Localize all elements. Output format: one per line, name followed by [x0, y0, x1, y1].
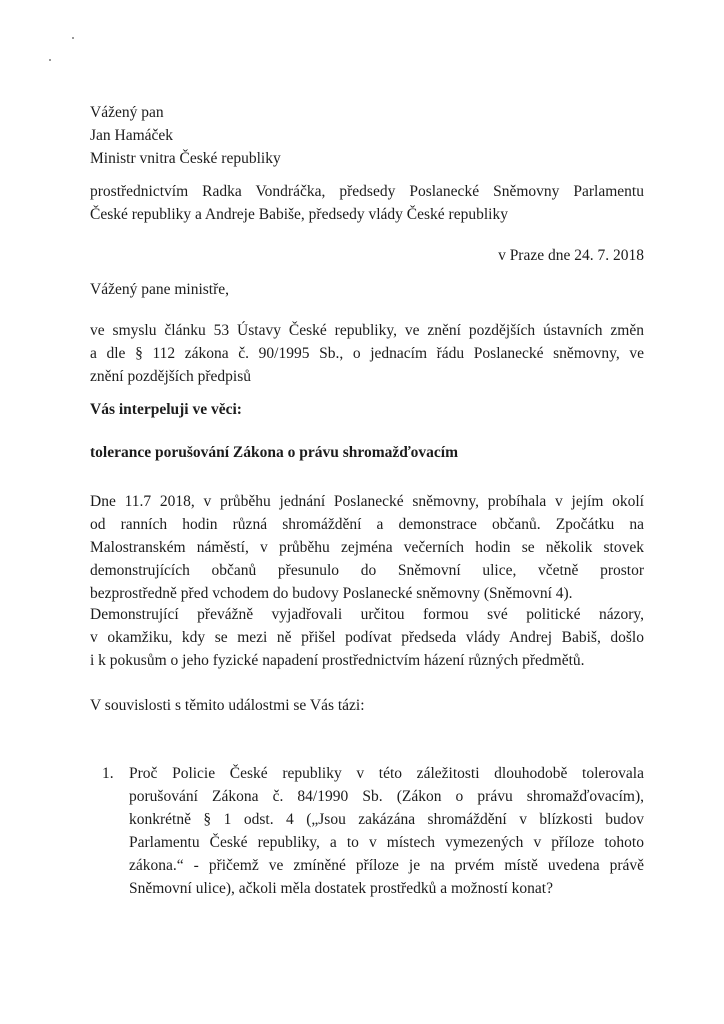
- legal-basis-line: znění pozdějších předpisů: [90, 368, 251, 385]
- question-line: Sněmovní ulice), ačkoli měla dostatek prostředků a možností konat?: [129, 880, 553, 897]
- paragraph-line: demonstrujících občanů přesunulo do Sněmovní ulice, včetně prostor: [90, 562, 644, 579]
- place-date: v Praze dne 24. 7. 2018: [498, 247, 644, 264]
- addressee-block: [90, 101, 644, 170]
- legal-basis-line: a dle § 112 zákona č. 90/1995 Sb., o jednacím řádu Poslanecké sněmovny, ve: [90, 345, 644, 362]
- question-intro: V souvislosti s těmito událostmi se Vás tázi:: [90, 697, 365, 714]
- paragraph-line: bezprostředně před vchodem do budovy Poslanecké sněmovny (Sněmovní 4).: [90, 585, 573, 602]
- paragraph-demonstrators: [90, 603, 644, 672]
- paragraph-line: Dne 11.7 2018, v průběhu jednání Poslanecké sněmovny, probíhala v jejím okolí: [90, 493, 644, 510]
- paragraph-line: Malostranském náměstí, v průběhu zejména večerních hodin se několik stovek: [90, 539, 644, 556]
- question-line: porušování Zákona č. 84/1990 Sb. (Zákon o právu shromažďovacím),: [129, 788, 644, 805]
- question-line: zákona.“ - přičemž ve zmíněné příloze je na prvém místě uvedena právě: [129, 857, 644, 874]
- paragraph-line: Demonstrující převážně vyjadřovali určitou formou své politické názory,: [90, 606, 644, 623]
- addressee-title: Ministr vnitra České republiky: [90, 150, 281, 167]
- paragraph-events: [90, 490, 644, 605]
- paragraph-line: v okamžiku, kdy se mezi ně přišel podívat předseda vlády Andrej Babiš, došlo: [90, 629, 644, 646]
- question-text: [129, 762, 644, 900]
- greeting: Vážený pane ministře,: [90, 281, 230, 298]
- scan-speck: [72, 37, 74, 39]
- addressee-salutation: Vážený pan: [90, 104, 164, 121]
- interpellation-heading: Vás interpeluji ve věci:: [90, 401, 242, 418]
- question-line: Proč Policie České republiky v této záležitosti dlouhodobě tolerovala: [129, 765, 644, 782]
- paragraph-line: i k pokusům o jeho fyzické napadení prostřednictvím házení různých předmětů.: [90, 652, 585, 669]
- subject-heading: tolerance porušování Zákona o právu shromažďovacím: [90, 444, 459, 461]
- question-line: Parlamentu České republiky, a to v místech vymezených v příloze tohoto: [129, 834, 644, 851]
- legal-basis-block: [90, 319, 644, 388]
- scan-speck: [49, 59, 51, 61]
- paragraph-line: od ranních hodin různá shromáždění a demonstrace občanů. Zpočátku na: [90, 516, 644, 533]
- question-line: konkrétně § 1 odst. 4 („Jsou zakázána shromáždění v blízkosti budov: [129, 811, 644, 828]
- via-block: [90, 180, 644, 226]
- via-line: prostřednictvím Radka Vondráčka, předsedy Poslanecké Sněmovny Parlamentu: [90, 183, 644, 200]
- legal-basis-line: ve smyslu článku 53 Ústavy České republiky, ve znění pozdějších ústavních změn: [90, 322, 644, 339]
- addressee-name: Jan Hamáček: [90, 127, 174, 144]
- via-line: České republiky a Andreje Babiše, předsedy vlády České republiky: [90, 206, 508, 223]
- question-number: 1.: [102, 765, 114, 782]
